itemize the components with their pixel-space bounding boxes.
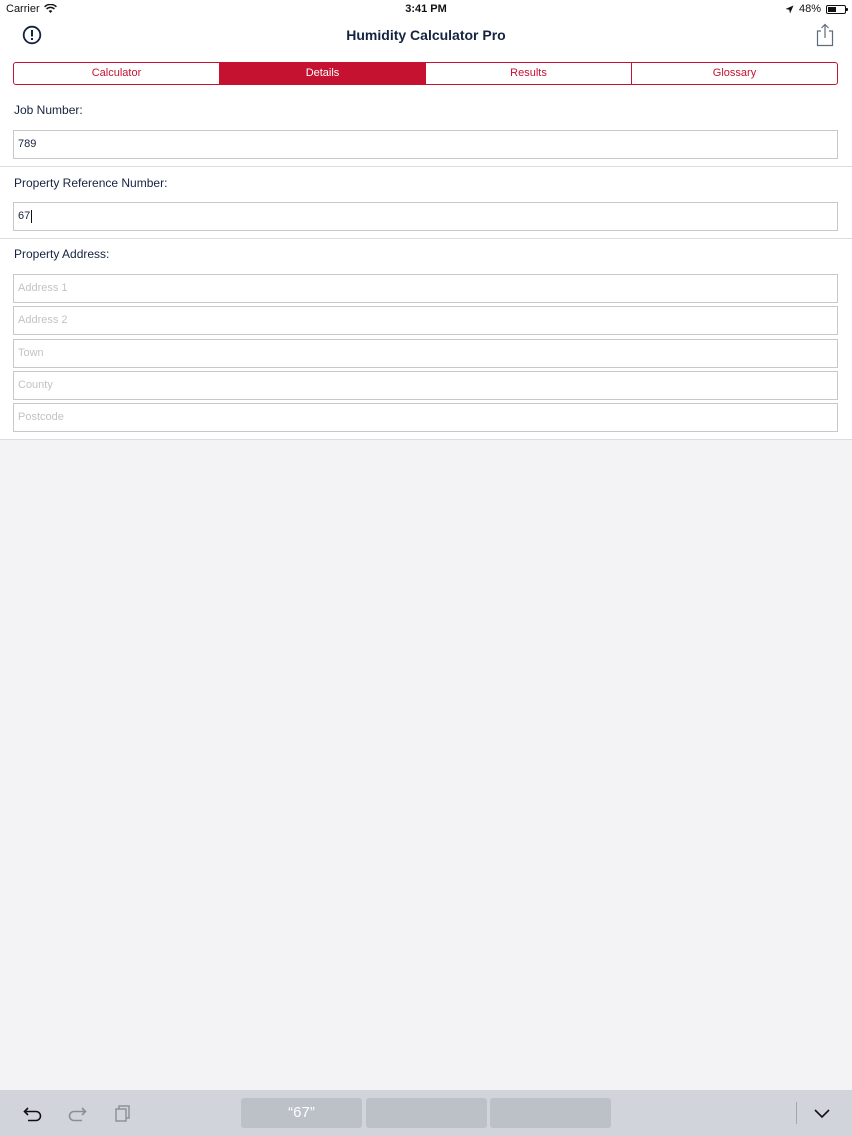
suggestion-3[interactable] bbox=[490, 1098, 611, 1128]
status-right bbox=[785, 3, 846, 15]
segmented-control bbox=[13, 62, 838, 85]
tab-bar-container bbox=[0, 54, 852, 94]
share-icon[interactable] bbox=[814, 23, 836, 47]
battery-icon bbox=[826, 5, 846, 14]
tab-results[interactable]: Results bbox=[426, 63, 632, 84]
property-address-section bbox=[0, 239, 852, 440]
address-2-input[interactable]: Address 2 bbox=[13, 306, 838, 335]
suggestion-1[interactable]: “67” bbox=[241, 1098, 362, 1128]
tab-calculator[interactable]: Calculator bbox=[14, 63, 220, 84]
tab-glossary[interactable]: Glossary bbox=[712, 67, 757, 79]
carrier-label: Carrier bbox=[6, 3, 40, 15]
redo-icon[interactable] bbox=[66, 1102, 88, 1124]
battery-percent: 48% bbox=[798, 3, 821, 15]
property-reference-label: Property Reference Number: bbox=[14, 176, 168, 190]
paste-icon[interactable] bbox=[112, 1102, 134, 1124]
location-arrow-icon bbox=[785, 5, 794, 14]
page-title: Humidity Calculator Pro bbox=[346, 27, 506, 43]
job-number-input[interactable]: 789 bbox=[13, 130, 838, 159]
bar-divider bbox=[796, 1102, 797, 1124]
status-bar bbox=[0, 0, 852, 18]
property-reference-value: 67 bbox=[18, 210, 31, 222]
property-reference-input[interactable] bbox=[13, 202, 838, 231]
address-1-input[interactable]: Address 1 bbox=[13, 274, 838, 303]
county-input[interactable]: County bbox=[13, 371, 838, 400]
property-address-label: Property Address: bbox=[14, 247, 110, 261]
undo-icon[interactable] bbox=[22, 1102, 44, 1124]
job-number-section bbox=[0, 94, 852, 167]
status-time: 3:41 PM bbox=[405, 3, 447, 15]
postcode-input[interactable]: Postcode bbox=[13, 403, 838, 432]
suggestion-2[interactable] bbox=[366, 1098, 487, 1128]
town-input[interactable]: Town bbox=[13, 339, 838, 368]
text-cursor bbox=[31, 210, 32, 223]
dismiss-keyboard-icon[interactable] bbox=[811, 1102, 833, 1124]
tab-details[interactable]: Details bbox=[220, 63, 426, 84]
keyboard-shortcut-bar bbox=[0, 1090, 852, 1136]
property-reference-section bbox=[0, 167, 852, 239]
job-number-label: Job Number: bbox=[14, 103, 83, 117]
navigation-bar bbox=[0, 18, 852, 55]
